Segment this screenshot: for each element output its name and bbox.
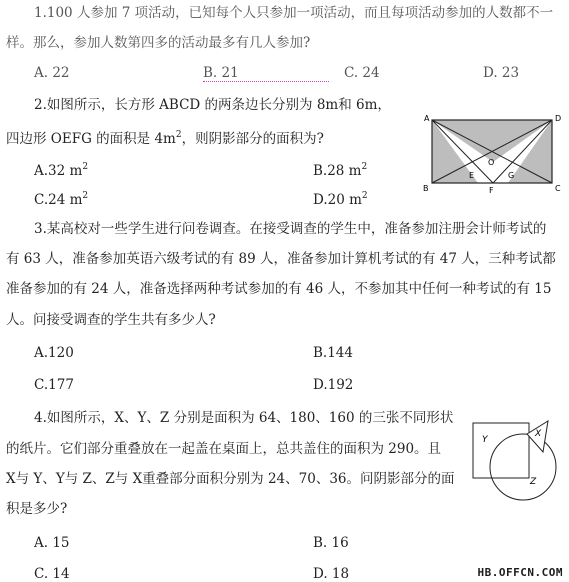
q2-rectangle-figure — [418, 112, 566, 196]
q2-option-c-sup: 2 — [82, 191, 89, 201]
q3-option-a: A.120 — [34, 345, 74, 361]
q4-option-c: C. 14 — [34, 566, 70, 582]
watermark: HB.OFFCN.COM — [477, 566, 563, 579]
label-z: Z — [530, 477, 537, 487]
q3-line3: 准备参加的有 24 人，准备选择两种考试参加的有 46 人，不参加其中任何一种考试的有 15 — [6, 281, 552, 297]
q1-option-a: A. 22 — [34, 65, 70, 81]
q4-line2: 的纸片。它们部分重叠放在一起盖在桌面上，总共盖住的面积为 290。且 — [6, 441, 442, 457]
circle-z — [490, 434, 556, 500]
q1-option-b: B. 21 — [203, 65, 329, 82]
q4-line1: 4.如图所示，X、Y、Z 分别是面积为 64、180、160 的三张不同形状 — [34, 410, 454, 426]
q2-line2-sup: 2 — [175, 130, 182, 140]
label-f: F — [489, 186, 494, 195]
q3-line2: 有 63 人，准备参加英语六级考试的有 89 人，准备参加计算机考试的有 47 人，三种考试都 — [6, 251, 556, 267]
q2-option-b-sup: 2 — [361, 162, 368, 172]
q4-option-a: A. 15 — [34, 535, 70, 551]
q2-option-b-text: B.28 m — [313, 163, 362, 179]
q2-option-b — [313, 159, 367, 179]
q2-option-d — [313, 188, 368, 208]
label-o: O — [488, 158, 495, 167]
q2-option-c — [34, 188, 88, 208]
q2-option-d-text: D.20 m — [313, 192, 362, 208]
label-d: D — [555, 114, 562, 123]
label-x: X — [535, 429, 542, 439]
q2-option-d-sup: 2 — [361, 191, 368, 201]
q1-line2: 样。那么，参加人数第四多的活动最多有几人参加? — [6, 35, 311, 51]
q2-option-c-text: C.24 m — [34, 192, 83, 208]
label-c: C — [555, 184, 561, 193]
q4-overlap-figure — [468, 412, 568, 504]
q3-option-b: B.144 — [313, 345, 353, 361]
q1-line1: 1.100 人参加 7 项活动，已知每个人只参加一项活动，而且每项活动参加的人数都不一 — [34, 5, 554, 21]
q3-option-c: C.177 — [34, 377, 74, 393]
q4-line4: 积是多少? — [6, 501, 68, 517]
q3-line4: 人。问接受调查的学生共有多少人? — [6, 312, 216, 328]
label-b: B — [423, 184, 429, 193]
label-a: A — [424, 114, 430, 123]
q2-option-a-sup: 2 — [82, 162, 89, 172]
q2-line2-main: 四边形 OEFG 的面积是 4m — [6, 131, 176, 147]
square-y — [473, 423, 529, 478]
q4-line3: X与 Y、Y与 Z、Z与 X重叠部分面积分别为 24、70、36。问阴影部分的面 — [6, 471, 455, 487]
q3-line1: 3.某高校对一些学生进行问卷调查。在接受调查的学生中，准备参加注册会计师考试的 — [34, 221, 547, 237]
q2-line2 — [6, 127, 324, 147]
q4-option-b: B. 16 — [313, 535, 349, 551]
q2-option-a-text: A.32 m — [34, 163, 83, 179]
q1-option-c: C. 24 — [344, 65, 380, 81]
q2-line2-tail: ，则阴影部分的面积为? — [181, 131, 324, 147]
q1-option-d: D. 23 — [483, 65, 520, 81]
q2-line1: 2.如图所示，长方形 ABCD 的两条边长分别为 8m和 6m， — [34, 97, 391, 113]
label-y: Y — [482, 435, 488, 445]
label-g: G — [508, 171, 515, 180]
q4-option-d: D. 18 — [313, 566, 350, 582]
q3-option-d: D.192 — [313, 377, 354, 393]
q2-option-a — [34, 159, 88, 179]
label-e: E — [469, 171, 475, 180]
